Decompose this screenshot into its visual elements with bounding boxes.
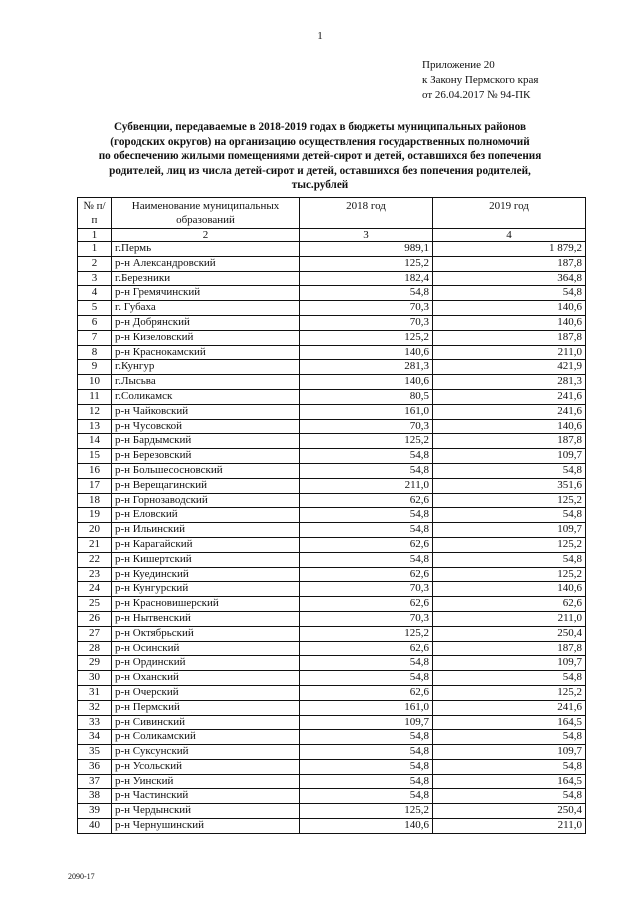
- municipality-name: р-н Ординский: [112, 656, 300, 671]
- table-row: [78, 508, 586, 523]
- table-row: [78, 389, 586, 404]
- row-number: 8: [78, 345, 112, 360]
- row-number: 33: [78, 715, 112, 730]
- title-line: Субвенции, передаваемые в 2018-2019 годах в бюджеты муниципальных районов: [114, 121, 526, 133]
- table-row: [78, 271, 586, 286]
- municipality-name: р-н Чайковский: [112, 404, 300, 419]
- table-row: [78, 242, 586, 257]
- value-2019: 187,8: [433, 641, 586, 656]
- row-number: 26: [78, 611, 112, 626]
- value-2018: 54,8: [300, 523, 433, 538]
- table-row: [78, 463, 586, 478]
- footer-code: 2090-17: [68, 872, 95, 881]
- value-2018: 125,2: [300, 330, 433, 345]
- row-number: 24: [78, 582, 112, 597]
- row-number: 25: [78, 597, 112, 612]
- value-2018: 125,2: [300, 256, 433, 271]
- table-row: [78, 685, 586, 700]
- header-num: № п/п: [78, 198, 112, 229]
- value-2019: 211,0: [433, 611, 586, 626]
- municipality-name: р-н Частинский: [112, 789, 300, 804]
- table-row: [78, 641, 586, 656]
- header-2019: 2019 год: [433, 198, 586, 229]
- table-body: [78, 242, 586, 834]
- municipality-name: р-н Сивинский: [112, 715, 300, 730]
- value-2018: 140,6: [300, 375, 433, 390]
- title-line: по обеспечению жилыми помещениями детей-сирот и детей, оставшихся без попечения: [98, 150, 542, 163]
- value-2018: 62,6: [300, 537, 433, 552]
- value-2018: 54,8: [300, 286, 433, 301]
- municipality-name: р-н Бардымский: [112, 434, 300, 449]
- value-2019: 140,6: [433, 419, 586, 434]
- municipality-name: р-н Березовский: [112, 449, 300, 464]
- value-2018: 182,4: [300, 271, 433, 286]
- value-2018: 54,8: [300, 508, 433, 523]
- row-number: 39: [78, 804, 112, 819]
- municipality-name: р-н Куединский: [112, 567, 300, 582]
- value-2019: 1 879,2: [433, 242, 586, 257]
- table-row: [78, 537, 586, 552]
- table-row: [78, 256, 586, 271]
- value-2019: 187,8: [433, 330, 586, 345]
- table-row: [78, 774, 586, 789]
- municipality-name: р-н Нытвенский: [112, 611, 300, 626]
- value-2018: 62,6: [300, 493, 433, 508]
- value-2018: 140,6: [300, 345, 433, 360]
- table-row: [78, 404, 586, 419]
- value-2019: 187,8: [433, 434, 586, 449]
- municipality-name: р-н Ильинский: [112, 523, 300, 538]
- value-2019: 164,5: [433, 715, 586, 730]
- value-2018: 80,5: [300, 389, 433, 404]
- municipality-name: р-н Кунгурский: [112, 582, 300, 597]
- row-number: 7: [78, 330, 112, 345]
- municipality-name: р-н Краснокамский: [112, 345, 300, 360]
- value-2019: 164,5: [433, 774, 586, 789]
- municipality-name: г.Соликамск: [112, 389, 300, 404]
- municipality-name: р-н Пермский: [112, 700, 300, 715]
- row-number: 15: [78, 449, 112, 464]
- value-2018: 70,3: [300, 419, 433, 434]
- value-2018: 54,8: [300, 730, 433, 745]
- row-number: 6: [78, 315, 112, 330]
- index-cell: 3: [300, 229, 433, 242]
- value-2018: 54,8: [300, 789, 433, 804]
- municipality-name: р-н Чусовской: [112, 419, 300, 434]
- table-row: [78, 345, 586, 360]
- value-2018: 125,2: [300, 434, 433, 449]
- table-row: [78, 315, 586, 330]
- table-row: [78, 626, 586, 641]
- value-2018: 62,6: [300, 641, 433, 656]
- title-line: (городских округов) на организацию осуществления государственных полномочий: [110, 135, 530, 148]
- table-row: [78, 330, 586, 345]
- municipality-name: р-н Карагайский: [112, 537, 300, 552]
- row-number: 32: [78, 700, 112, 715]
- table-row: [78, 478, 586, 493]
- table-row: [78, 597, 586, 612]
- header-2018: 2018 год: [300, 198, 433, 229]
- value-2019: 241,6: [433, 404, 586, 419]
- row-number: 37: [78, 774, 112, 789]
- value-2019: 421,9: [433, 360, 586, 375]
- table-row: [78, 656, 586, 671]
- value-2019: 241,6: [433, 389, 586, 404]
- value-2019: 211,0: [433, 819, 586, 834]
- municipality-name: р-н Очерский: [112, 685, 300, 700]
- row-number: 18: [78, 493, 112, 508]
- value-2018: 70,3: [300, 315, 433, 330]
- value-2019: 281,3: [433, 375, 586, 390]
- value-2019: 54,8: [433, 730, 586, 745]
- table-row: [78, 611, 586, 626]
- table-row: [78, 819, 586, 834]
- value-2018: 161,0: [300, 700, 433, 715]
- row-number: 35: [78, 745, 112, 760]
- table-row: [78, 582, 586, 597]
- municipality-name: р-н Чердынский: [112, 804, 300, 819]
- municipality-name: р-н Александровский: [112, 256, 300, 271]
- table-row: [78, 567, 586, 582]
- table-row: [78, 715, 586, 730]
- row-number: 12: [78, 404, 112, 419]
- value-2018: 140,6: [300, 819, 433, 834]
- municipality-name: р-н Верещагинский: [112, 478, 300, 493]
- value-2018: 211,0: [300, 478, 433, 493]
- value-2019: 125,2: [433, 537, 586, 552]
- table-row: [78, 286, 586, 301]
- row-number: 1: [78, 242, 112, 257]
- value-2019: 54,8: [433, 508, 586, 523]
- value-2018: 62,6: [300, 597, 433, 612]
- table-row: [78, 552, 586, 567]
- value-2019: 211,0: [433, 345, 586, 360]
- municipality-name: р-н Суксунский: [112, 745, 300, 760]
- row-number: 19: [78, 508, 112, 523]
- value-2018: 54,8: [300, 759, 433, 774]
- value-2018: 70,3: [300, 582, 433, 597]
- value-2018: 989,1: [300, 242, 433, 257]
- table-row: [78, 449, 586, 464]
- row-number: 23: [78, 567, 112, 582]
- row-number: 27: [78, 626, 112, 641]
- subventions-table: [77, 197, 586, 834]
- value-2018: 109,7: [300, 715, 433, 730]
- value-2019: 125,2: [433, 685, 586, 700]
- row-number: 20: [78, 523, 112, 538]
- municipality-name: р-н Добрянский: [112, 315, 300, 330]
- table-row: [78, 700, 586, 715]
- table-row: [78, 360, 586, 375]
- value-2019: 140,6: [433, 301, 586, 316]
- value-2018: 70,3: [300, 611, 433, 626]
- municipality-name: р-н Чернушинский: [112, 819, 300, 834]
- municipality-name: р-н Кизеловский: [112, 330, 300, 345]
- table-row: [78, 759, 586, 774]
- row-number: 14: [78, 434, 112, 449]
- value-2018: 54,8: [300, 449, 433, 464]
- appendix-block: [422, 58, 538, 103]
- table-row: [78, 730, 586, 745]
- appendix-line: от 26.04.2017 № 94-ПК: [422, 89, 531, 101]
- value-2018: 54,8: [300, 745, 433, 760]
- value-2019: 125,2: [433, 493, 586, 508]
- header-name: Наименование муниципальных образований: [112, 198, 300, 229]
- municipality-name: р-н Октябрьский: [112, 626, 300, 641]
- value-2018: 54,8: [300, 656, 433, 671]
- row-number: 9: [78, 360, 112, 375]
- municipality-name: р-н Осинский: [112, 641, 300, 656]
- row-number: 10: [78, 375, 112, 390]
- row-number: 2: [78, 256, 112, 271]
- value-2018: 70,3: [300, 301, 433, 316]
- municipality-name: р-н Соликамский: [112, 730, 300, 745]
- value-2019: 62,6: [433, 597, 586, 612]
- table-row: [78, 523, 586, 538]
- table-row: [78, 301, 586, 316]
- row-number: 34: [78, 730, 112, 745]
- value-2019: 140,6: [433, 315, 586, 330]
- value-2018: 125,2: [300, 804, 433, 819]
- value-2019: 187,8: [433, 256, 586, 271]
- municipality-name: г.Лысьва: [112, 375, 300, 390]
- row-number: 38: [78, 789, 112, 804]
- municipality-name: г. Губаха: [112, 301, 300, 316]
- row-number: 30: [78, 671, 112, 686]
- value-2019: 109,7: [433, 745, 586, 760]
- appendix-line: к Закону Пермского края: [422, 74, 539, 86]
- value-2018: 54,8: [300, 774, 433, 789]
- row-number: 40: [78, 819, 112, 834]
- municipality-name: г.Пермь: [112, 242, 300, 257]
- value-2019: 109,7: [433, 656, 586, 671]
- row-number: 4: [78, 286, 112, 301]
- row-number: 3: [78, 271, 112, 286]
- value-2019: 54,8: [433, 552, 586, 567]
- municipality-name: р-н Оханский: [112, 671, 300, 686]
- row-number: 11: [78, 389, 112, 404]
- municipality-name: р-н Уинский: [112, 774, 300, 789]
- row-number: 29: [78, 656, 112, 671]
- value-2019: 54,8: [433, 463, 586, 478]
- municipality-name: р-н Большесосновский: [112, 463, 300, 478]
- row-number: 31: [78, 685, 112, 700]
- value-2018: 54,8: [300, 552, 433, 567]
- index-cell: 4: [433, 229, 586, 242]
- municipality-name: г.Кунгур: [112, 360, 300, 375]
- value-2018: 62,6: [300, 567, 433, 582]
- page-number: 1: [317, 30, 323, 42]
- value-2019: 351,6: [433, 478, 586, 493]
- value-2019: 54,8: [433, 671, 586, 686]
- value-2019: 250,4: [433, 626, 586, 641]
- value-2019: 54,8: [433, 759, 586, 774]
- value-2018: 161,0: [300, 404, 433, 419]
- value-2019: 125,2: [433, 567, 586, 582]
- value-2018: 54,8: [300, 463, 433, 478]
- value-2018: 62,6: [300, 685, 433, 700]
- table-row: [78, 493, 586, 508]
- row-number: 22: [78, 552, 112, 567]
- table-row: [78, 419, 586, 434]
- row-number: 16: [78, 463, 112, 478]
- municipality-name: р-н Кишертский: [112, 552, 300, 567]
- value-2018: 281,3: [300, 360, 433, 375]
- municipality-name: р-н Гремячинский: [112, 286, 300, 301]
- value-2019: 140,6: [433, 582, 586, 597]
- municipality-name: р-н Усольский: [112, 759, 300, 774]
- table-row: [78, 671, 586, 686]
- municipality-name: р-н Красновишерский: [112, 597, 300, 612]
- value-2019: 250,4: [433, 804, 586, 819]
- appendix-line: Приложение 20: [422, 59, 495, 71]
- value-2019: 54,8: [433, 286, 586, 301]
- municipality-name: р-н Еловский: [112, 508, 300, 523]
- value-2019: 109,7: [433, 449, 586, 464]
- municipality-name: р-н Горнозаводский: [112, 493, 300, 508]
- row-number: 21: [78, 537, 112, 552]
- table-row: [78, 745, 586, 760]
- document-title: [70, 120, 570, 193]
- row-number: 13: [78, 419, 112, 434]
- row-number: 28: [78, 641, 112, 656]
- table-row: [78, 804, 586, 819]
- municipality-name: г.Березники: [112, 271, 300, 286]
- row-number: 17: [78, 478, 112, 493]
- title-line: родителей, лиц из числа детей-сирот и детей, оставшихся без попечения родителей,: [109, 164, 531, 177]
- value-2019: 109,7: [433, 523, 586, 538]
- value-2019: 54,8: [433, 789, 586, 804]
- row-number: 36: [78, 759, 112, 774]
- index-cell: 1: [78, 229, 112, 242]
- title-line: тыс.рублей: [291, 179, 349, 192]
- row-number: 5: [78, 301, 112, 316]
- value-2019: 241,6: [433, 700, 586, 715]
- value-2019: 364,8: [433, 271, 586, 286]
- value-2018: 125,2: [300, 626, 433, 641]
- table-row: [78, 375, 586, 390]
- table-row: [78, 434, 586, 449]
- table-row: [78, 789, 586, 804]
- index-cell: 2: [112, 229, 300, 242]
- value-2018: 54,8: [300, 671, 433, 686]
